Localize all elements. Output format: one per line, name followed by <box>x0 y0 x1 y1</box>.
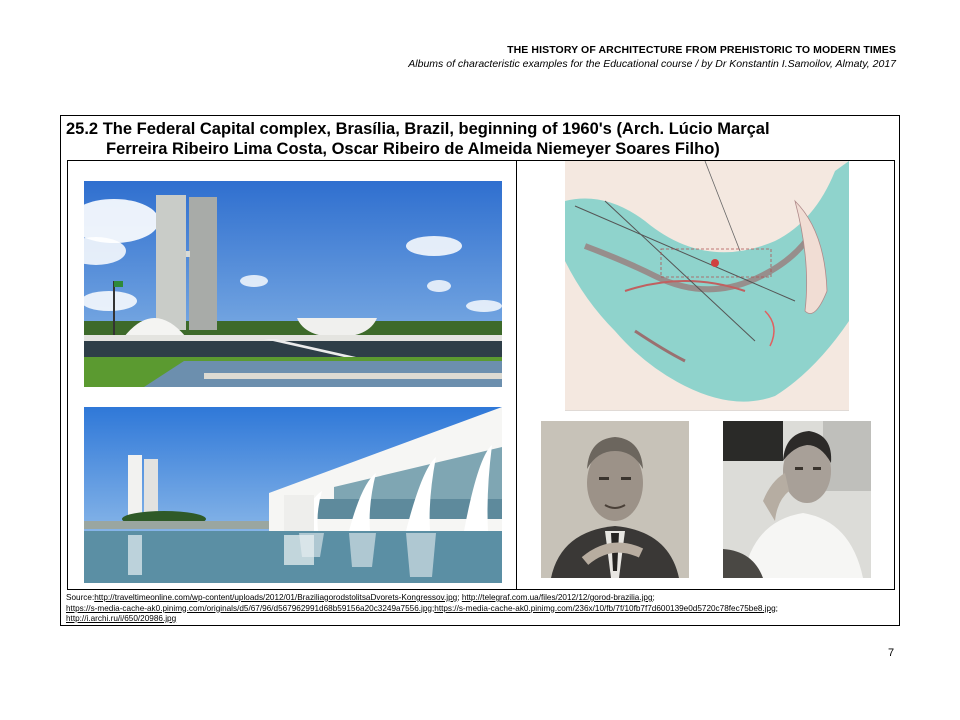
page-number: 7 <box>888 647 895 659</box>
heading-line-1: 25.2 The Federal Capital complex, Brasília, Brazil, beginning of 1960's (Arch. Lúcio Marçal <box>66 120 770 138</box>
pilot-plan-map <box>565 161 849 411</box>
source-label: Source: <box>66 593 95 602</box>
source-separator: ; <box>652 593 655 602</box>
source-link-5[interactable]: http://i.archi.ru/i/650/20986.jpg <box>66 614 177 623</box>
source-separator: ; <box>431 603 435 613</box>
portrait-lucio-costa <box>541 421 689 578</box>
source-separator: ; <box>457 593 462 602</box>
slide-frame <box>60 115 900 626</box>
source-link-4[interactable]: https://s-media-cache-ak0.pinimg.com/236x/10/fb/7f/10fb7f7d600139e0d5720c78fec75be8.jpg <box>434 603 776 613</box>
right-photo-panel <box>517 160 895 590</box>
source-link-2[interactable]: http://telegraf.com.ua/files/2012/12/gorod-brazilia.jpg <box>461 593 653 602</box>
slide-heading <box>66 119 896 159</box>
left-photo-panel <box>67 160 517 590</box>
document-header-title: THE HISTORY OF ARCHITECTURE FROM PREHISTORIC TO MODERN TIMES <box>507 44 896 56</box>
source-link-1[interactable]: http://traveltimeonline.com/wp-content/uploads/2012/01/BraziliagorodstolitsaDvorets-Kongressov.jpg <box>94 593 458 602</box>
source-citation <box>66 593 896 625</box>
source-link-3[interactable]: https://s-media-cache-ak0.pinimg.com/originals/d5/67/96/d567962991d68b59156a20c3249a7556.jpg <box>66 603 432 613</box>
portrait-oscar-niemeyer <box>723 421 871 578</box>
congress-photo <box>84 181 502 387</box>
source-separator: ; <box>775 603 778 613</box>
document-header-subtitle: Albums of characteristic examples for the Educational course / by Dr Konstantin I.Samoilov, Almaty, 2017 <box>408 58 896 70</box>
palace-photo <box>84 407 502 583</box>
heading-line-2: Ferreira Ribeiro Lima Costa, Oscar Ribeiro de Almeida Niemeyer Soares Filho) <box>106 140 720 158</box>
